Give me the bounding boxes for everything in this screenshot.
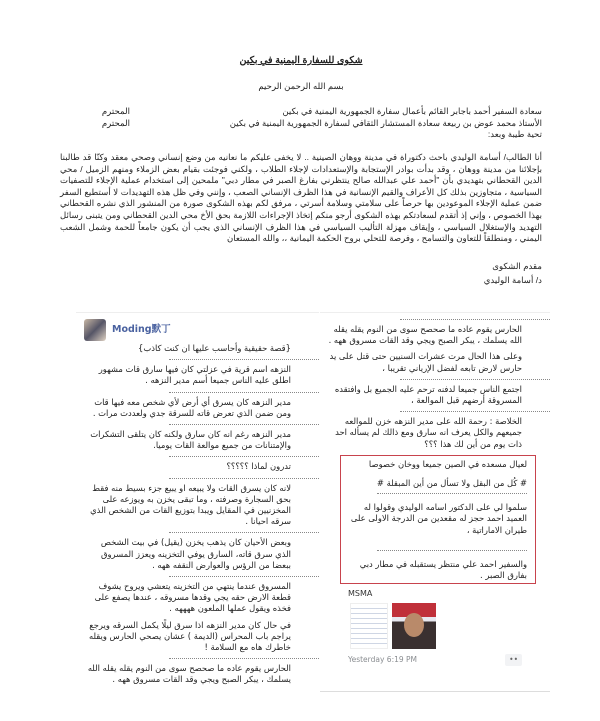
post-paragraph: مدير النزهه كان يسرق أي أرض لأي شخص معه فيها قات ومن ضمن الذي تعرض قاته للسرقة جدي ولعددت مرات . xyxy=(92,396,291,418)
highlighted-line: لعيال مسعده في الصين جميعا ووخان خصوصا xyxy=(368,458,527,469)
addressee-1 xyxy=(60,106,542,118)
addressee-line: الأستاذ محمد عوض بن ربيعة سعادة المستشار الثقافي لسفارة الجمهورية اليمنية في بكين xyxy=(229,117,542,128)
letter-title: شكوى للسفارة اليمنية في بكين xyxy=(239,55,363,66)
divider xyxy=(377,493,527,494)
post-paragraph: وعلى هذا الحال مرت عشرات السنيين حتى قتل على يد حارس لارض تابعه لفضل الإرياني تقريبا ، xyxy=(329,351,522,373)
divider xyxy=(169,392,319,393)
highlighted-line: سلموا لي على الدكتور اسامه الوليدي وقولوا له العميد احمد حجز له مقعدين من الدرجة الاولى على طيران الاماراتية ، xyxy=(350,502,527,535)
post-paragraph: تدرون لماذا ؟؟؟؟؟ xyxy=(226,461,291,472)
divider xyxy=(169,478,319,479)
highlighted-line: والسفير احمد علي منتظر يستقبله في مطار دبي بفارق الصبر . xyxy=(359,558,527,581)
attachment-label: MSMA xyxy=(348,589,373,599)
post-paragraph: اجتمع الناس جميعا لدفنه ترحم عليه الجميع بل وافتقده المسروقة أرضهم قبل الموالعة ، xyxy=(334,383,522,406)
post-paragraph: لانه كان يسرق القات ولا يبيعه او يبيع جزء بسيط منه فقط بحق السجارة وصرفته ، وما تبقى يخزن به ويوزعه على المخزنيين في المقايل ويبدا بتوزيع القات من الشخص الذي سرقه احيانا . xyxy=(90,482,291,527)
post-paragraph: الحارس يقوم عاده ما صحصح سوى من النوم يقله يقله الله يسلمك ، يبكر الصبح ويجي وقد القات مسروق ههه . xyxy=(87,663,291,685)
divider xyxy=(400,319,550,320)
attachment-images xyxy=(320,601,550,651)
divider xyxy=(169,576,319,577)
signature xyxy=(60,259,542,287)
post-paragraph: مدير النزهه رغم انه كان سارق ولكنه كان يتلقى التشكرات والإمتنانات من جميع موالعة القات يوميا. xyxy=(90,429,291,451)
more-options-button[interactable]: •• xyxy=(505,654,522,665)
divider xyxy=(169,424,319,425)
post-paragraph: {قصة حقيقية وأحاسب عليها ان كنت كاذب} xyxy=(138,343,291,353)
signature-name: د/ أسامة الوليدي xyxy=(483,274,542,285)
complaint-letter xyxy=(60,55,542,287)
photo-thumbnail[interactable] xyxy=(392,603,436,649)
letter-body: أنا الطالب/ أسامة الوليدي باحث دكتوراة في مدينة ووهان الصينية .. لا يخفى عليكم ما نعانيه من وضع إنساني وصحي معقد وكنّا قد طالبنا بإجلائنا من مدينة ووهان ، وقد بدأت بوادر الإستجابة والإستعدادات لإجلاء الطلاب ، ولكني فوجئت بقيام بعض الزملاء ومنهم الزميل / محي الدين القحطاني بتهديدي بأن "أحمد علي عبدالله صالح ينتظرني بفارغ الصبر في مطار دبي" ملمحين إلى استخدام عملية الإجلاء للتصفيات السياسية ، متجاوزين بذلك كل الأعراف والقيم الإنسانية في هذا الظرف الإنساني الصعب ، وإنني وفي ظل هذه التهديدات لا أستطيع السفر ضمن عملية الإجلاء الموعودين بها حرصاً على سلامتي وسلامة أسرتي ، مرفق لكم بهذه الشكوى صورة من المنشور الذي نشره القحطاني بهذا الخصوص ، وإني إذ أتقدم لسعادتكم بهذه الشكوى أرجو منكم إتخاذ الإجراءات اللازمة بحق الأخ محي الدين القحطاني ومن يتبنى رسائل التهديد والإستغلال السياسي ، وإيقاف مهزلة التأليب السياسي في هذا الظرف الإنساني الذي يجب أن يكون جامعاً للحمة وشمل الشعب اليمني ، ومنطلقاً للتعاون والتسامح ، وفرصة للتحلي بروح الحكمة اليمانية ،، والله المستعان xyxy=(60,151,542,244)
highlighted-line: # كُل من البقل ولا تسأل من أين المبقلة # xyxy=(376,478,527,489)
post-header xyxy=(76,313,319,343)
addressee-line: سعادة السفير أحمد باجابر القائم بأعمال سفارة الجمهورية اليمنية في بكين xyxy=(282,106,542,117)
divider xyxy=(169,532,319,533)
post-paragraph: المسروق عندما ينتهي من التخزينه يتعشي ويروح يشوف قطعة الارض حقه يجي وقدها مسروقه ، عندها يصفع على فخذه ويقول عملها الملعون ههههه . xyxy=(94,581,291,614)
greeting: تحية طيبة وبعد: xyxy=(487,129,542,140)
divider xyxy=(169,359,319,360)
divider xyxy=(400,411,550,412)
divider xyxy=(169,658,319,659)
honorific: المحترم xyxy=(101,117,130,128)
divider xyxy=(169,456,319,457)
addressee-2 xyxy=(60,118,542,130)
post-paragraph: الحارس يقوم عاده ما صحصح سوى من النوم يقله يقله الله يسلمك ، يبكر الصبح ويجي وقد القات مسروق ههه . xyxy=(328,324,522,346)
divider xyxy=(400,379,550,380)
post-footer xyxy=(320,651,550,668)
highlight-box xyxy=(340,455,536,584)
timestamp: Yesterday 6:19 PM xyxy=(348,655,418,665)
screenshot-thumbnail[interactable] xyxy=(350,603,388,649)
social-post-right xyxy=(320,312,550,692)
post-paragraph: في حال كان مدير النزهه اذا سرق ليلًا يكمل السرقه ويرجع يراجم باب المحراس (الديمة ) عشان يصحي الحارس ويقله خاطرك هاه مع السلامة ! xyxy=(89,619,291,653)
username[interactable]: Moding默丁 xyxy=(112,324,171,336)
basmala: بسم الله الرحمن الرحيم xyxy=(258,80,344,91)
honorific: المحترم xyxy=(101,106,130,117)
social-post-left xyxy=(76,312,319,721)
signature-label: مقدم الشكوى xyxy=(492,260,542,271)
post-paragraph: النزهه اسم قرية في عزلتي كان فيها سارق قات مشهور اطلق عليه الناس جميعا أسم مدير النزهه . xyxy=(98,364,291,386)
avatar[interactable] xyxy=(84,319,106,341)
divider xyxy=(377,550,527,551)
post-paragraph: وبعض الأحيان كان يذهب يخزن (يقيل) في بيت الشخص الذي سرق قاته، السارق يوفي التخزينه ويعزز المسروق ببعضا من الرؤس والعوارض النقفه ههه . xyxy=(100,537,291,570)
post-paragraph: الخلاصة : رحمة الله على مدير النزهه خزن للموالعه جميعهم والكل يعرف انه سارق ومع ذالك لم يسأله احد ذات يوم من أين لك هذا ؟؟؟ xyxy=(335,416,522,449)
